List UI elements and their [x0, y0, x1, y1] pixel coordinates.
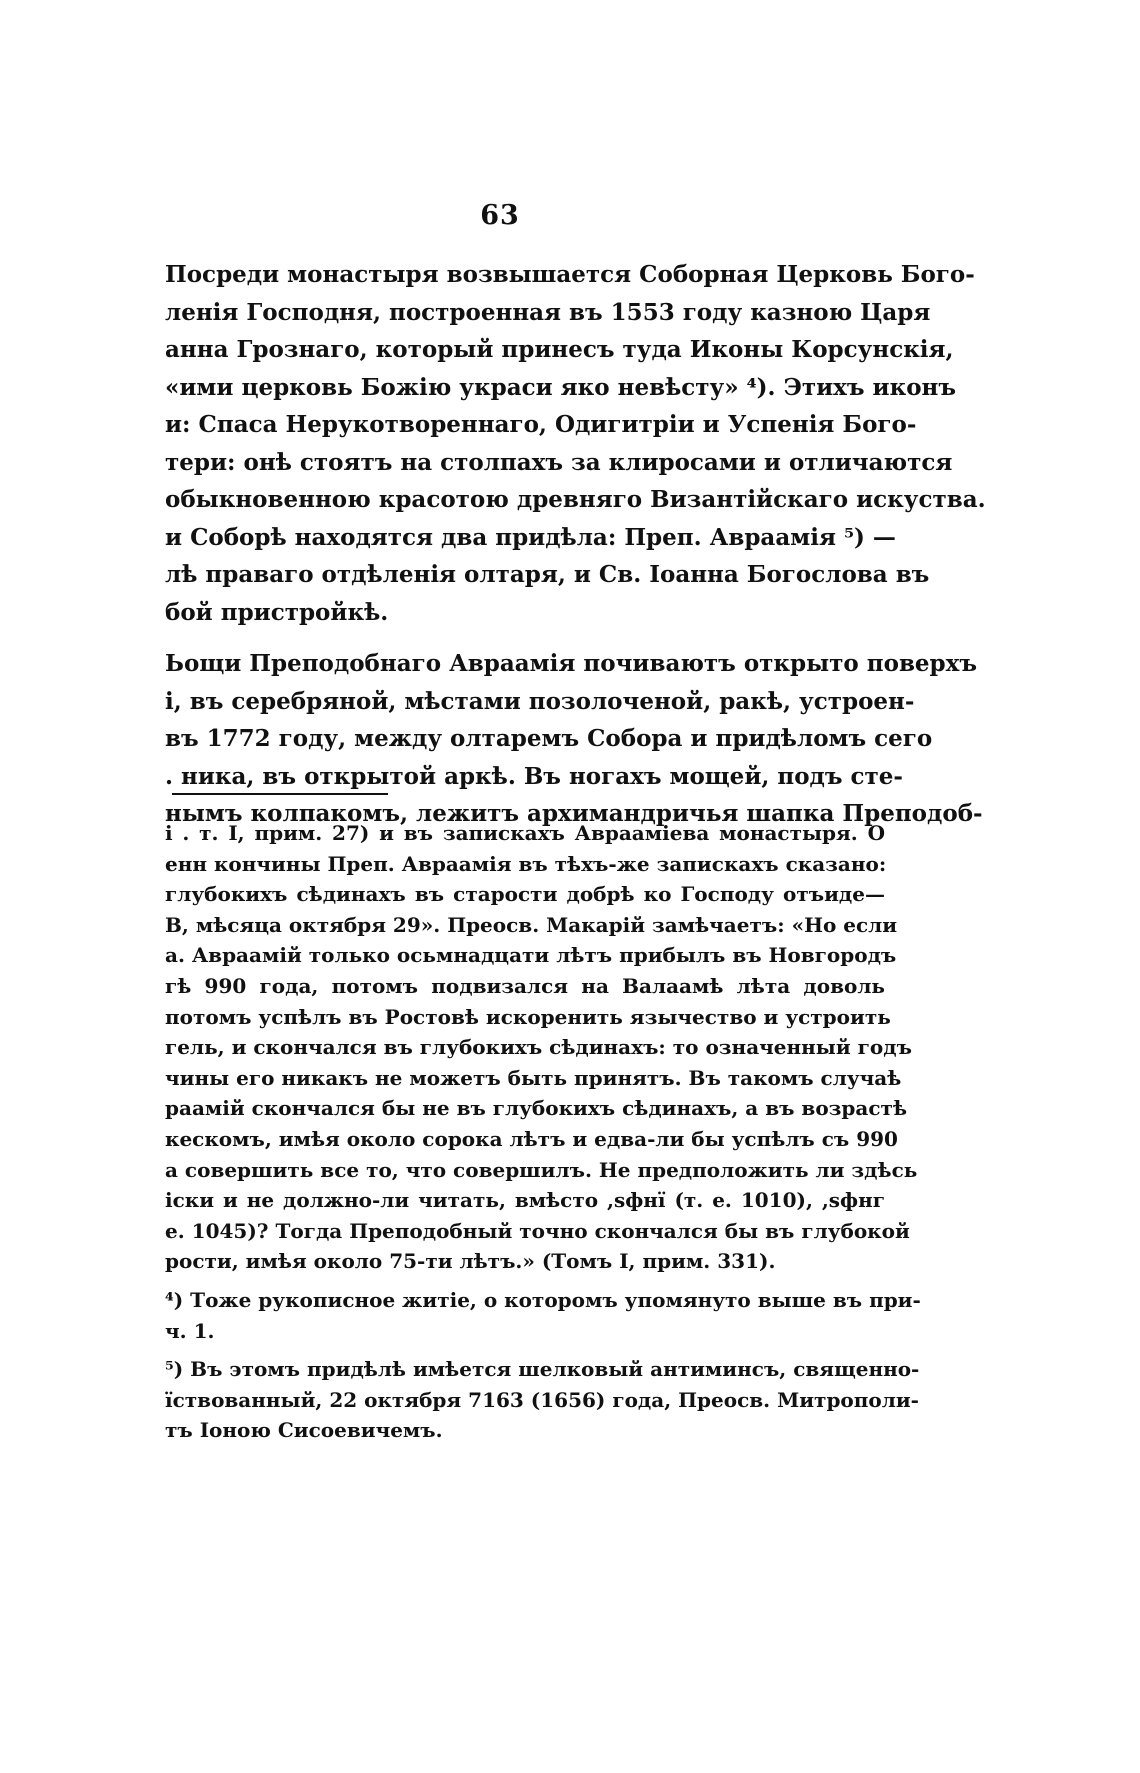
footnote-line: ⁴) Тоже рукописное житіе, о которомъ упомянуто выше въ при-: [165, 1287, 921, 1312]
footnote-line: ч. 1.: [165, 1318, 215, 1343]
text-line: тери: онѣ стоятъ на столпахъ за клиросами и отличаются: [165, 448, 953, 476]
paragraph-spacer: [165, 631, 885, 645]
paragraph-1: [165, 256, 986, 631]
text-line: анна Грознаго, который принесъ туда Иконы Корсунскія,: [165, 336, 954, 363]
footnote-line: гель, и скончался въ глубокихъ сѣдинахъ: то означенный годъ: [165, 1035, 912, 1060]
footnote-line: тъ Іоною Сисоевичемъ.: [165, 1418, 443, 1443]
footnote-line: іски и не должно-ли читать, вмѣсто ,sфнї (т. е. 1010), ,sфнг: [165, 1188, 885, 1213]
text-line: и Соборѣ находятся два придѣла: Преп. Авраамія ⁵) —: [165, 523, 896, 551]
text-line: Ьощи Преподобнаго Авраамія почиваютъ открыто поверхъ: [165, 650, 977, 677]
footnote-4: [165, 1285, 921, 1346]
footnote-line: кескомъ, имѣя около сорока лѣтъ и едва-ли бы успѣлъ съ 990: [165, 1126, 898, 1151]
footnote-line: їствованный, 22 октября 7163 (1656) года, Преосв. Митрополи-: [165, 1387, 919, 1412]
footnotes: [165, 818, 921, 1446]
page-number: 63: [480, 200, 520, 231]
footnote-line: енн кончины Преп. Авраамія въ тѣхъ-же запискахъ сказано:: [165, 851, 887, 876]
main-text: [165, 256, 986, 833]
footnote-5: [165, 1354, 920, 1446]
footnote-line: ⁵) Въ этомъ придѣлѣ имѣется шелковый антиминсъ, священно-: [165, 1357, 920, 1382]
footnote-line: а. Авраамій только осьмнадцати лѣтъ прибылъ въ Новгородъ: [165, 943, 897, 968]
footnote-line: е. 1045)? Тогда Преподобный точно скончался бы въ глубокой: [165, 1218, 910, 1243]
text-line: въ 1772 году, между олтаремъ Собора и придѣломъ сего: [165, 725, 933, 752]
footnote-separator: [172, 793, 388, 795]
footnote-spacer: [165, 1346, 885, 1354]
footnote-line: чины его никакъ не можетъ быть принятъ. Въ такомъ случаѣ: [165, 1065, 902, 1090]
text-line: обыкновенною красотою древняго Византійскаго искуства.: [165, 486, 986, 513]
text-line: и: Спаса Нерукотвореннаго, Одигитріи и Успенія Бого-: [165, 411, 917, 438]
footnote-line: рости, имѣя около 75-ти лѣтъ.» (Томъ I, прим. 331).: [165, 1249, 776, 1274]
text-line: лѣ праваго отдѣленія олтаря, и Св. Іоанна Богослова въ: [165, 561, 930, 588]
footnote-line: раамій скончался бы не въ глубокихъ сѣдинахъ, а въ возрастѣ: [165, 1096, 908, 1121]
text-line: Посреди монастыря возвышается Соборная Церковь Бого-: [165, 261, 975, 288]
text-line: . ника, въ открытой аркѣ. Въ ногахъ мощей, подъ сте-: [165, 762, 903, 790]
text-line: ленія Господня, построенная въ 1553 году казною Царя: [165, 298, 931, 326]
footnote-line: гѣ 990 года, потомъ подвизался на Валаамѣ лѣта доволь: [165, 973, 885, 998]
footnote-spacer: [165, 1277, 885, 1285]
footnote-line: а совершить все то, что совершилъ. Не предположить ли здѣсь: [165, 1157, 918, 1182]
footnote-line: глубокихъ сѣдинахъ въ старости добрѣ ко Господу отъиде—: [165, 882, 885, 907]
text-line: і, въ серебряной, мѣстами позолоченой, ракѣ, устроен-: [165, 687, 915, 715]
footnote-line: і . т. I, прим. 27) и въ запискахъ Авраамiева монастыря. О: [165, 821, 885, 845]
footnote-main: [165, 818, 918, 1277]
text-line: нымъ колпакомъ, лежитъ архимандричья шапка Преподоб-: [165, 800, 983, 827]
footnote-line: В, мѣсяца октября 29». Преосв. Макарій замѣчаетъ: «Но если: [165, 912, 898, 937]
footnote-line: потомъ успѣлъ въ Ростовѣ искоренить язычество и устроить: [165, 1004, 891, 1029]
paragraph-2: [165, 645, 983, 833]
text-line: «ими церковь Божію украси яко невѣсту» ⁴). Этихъ иконъ: [165, 373, 957, 401]
text-line: бой пристройкѣ.: [165, 598, 389, 626]
